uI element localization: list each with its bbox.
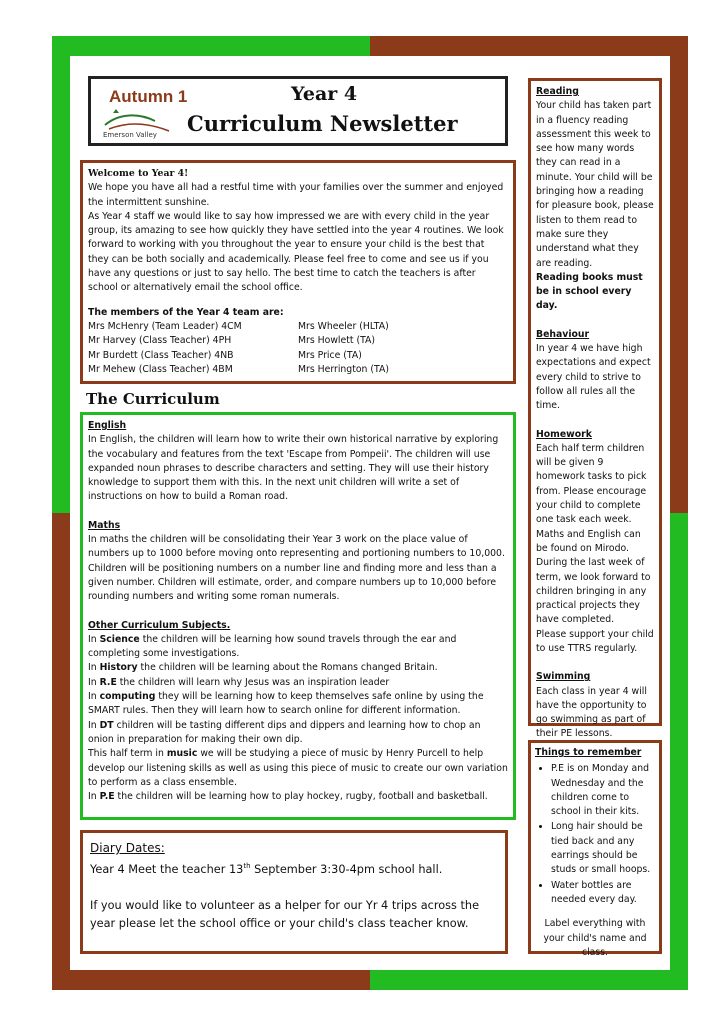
swimming-heading: Swimming xyxy=(536,671,591,683)
team-column-teachers xyxy=(88,320,298,377)
team-heading: The members of the Year 4 team are: xyxy=(88,306,284,318)
things-footer: Label everything with your child's name and class. xyxy=(543,918,647,958)
school-logo xyxy=(99,107,179,139)
welcome-paragraph-2: As Year 4 staff we would like to say how impressed we are with every child in the year group, its amazing to see how quickly they have settled into the year 4 routines. We look forward to working with you throughout the year to ensure your child is the best that they can be both socially and academically. Please feel free to come and see us if you have any questions or just to say hello. The best time to catch the teachers is after school or alternatively email the school office. xyxy=(88,210,504,294)
subject-music: This half term in music we will be studying a piece of music by Henry Purcell to help develop our listening skills as well as using this piece of music to create our own variation to perform as a class ensemble. xyxy=(88,748,508,788)
subject-dt: In DT children will be tasting different dips and dippers and learning how to chop an onion in preparation for making their own dip. xyxy=(88,719,481,745)
homework-text-2: During the last week of term, we look forward to children bringing in any practical projects they have completed. xyxy=(536,557,651,626)
things-heading: Things to remember xyxy=(535,747,642,758)
homework-text-3: Please support your child to use TTRS regularly. xyxy=(536,628,654,654)
term-label: Autumn 1 xyxy=(109,87,188,106)
team-member: Mrs Price (TA) xyxy=(298,349,362,361)
subject-science: In Science the children will be learning how sound travels through the ear and completing some investigations. xyxy=(88,633,457,660)
things-list xyxy=(535,762,655,907)
welcome-section xyxy=(80,160,516,384)
maths-heading: Maths xyxy=(88,519,121,531)
logo-text: Emerson Valley xyxy=(103,131,157,139)
reading-heading: Reading xyxy=(536,86,579,97)
reading-note: Reading books must be in school every day. xyxy=(536,271,643,312)
subject-pe: In P.E the children will be learning how to play hockey, rugby, football and basketball. xyxy=(88,791,488,803)
team-member: Mrs Howlett (TA) xyxy=(298,335,376,347)
diary-heading: Diary Dates: xyxy=(90,841,165,855)
reading-text: Your child has taken part in a fluency reading assessment this week to see how many words they can read in a minute. Your child will be bringing how a reading for pleasure book, please listen to them read to make sure they understand what they are reading. xyxy=(536,100,654,269)
sidebar-info xyxy=(528,78,662,740)
things-to-remember-section xyxy=(528,740,662,958)
subject-history: In History the children will be learning about the Romans changed Britain. xyxy=(88,662,438,674)
behaviour-text: In year 4 we have high expectations and expect every child to strive to follow all rules all the time. xyxy=(536,343,651,412)
team-member: Mrs Wheeler (HLTA) xyxy=(298,320,389,332)
list-item: • P.E is on Monday and Wednesday and the children come to school in their kits. xyxy=(551,762,655,819)
subject-re: In R.E the children will learn why Jesus was an inspiration leader xyxy=(88,676,390,688)
team-member: Mr Burdett (Class Teacher) 4NB xyxy=(88,349,234,361)
english-heading: English xyxy=(88,420,127,431)
team-list xyxy=(88,320,508,377)
behaviour-heading: Behaviour xyxy=(536,328,590,340)
welcome-paragraph-1: We hope you have all had a restful time with your families over the summer and enjoyed the intermittent sunshine. xyxy=(88,182,504,208)
team-member: Mrs McHenry (Team Leader) 4CM xyxy=(88,320,242,332)
homework-heading: Homework xyxy=(536,428,592,440)
other-subjects-heading: Other Curriculum Subjects. xyxy=(88,619,231,631)
team-member: Mr Mehew (Class Teacher) 4BM xyxy=(88,363,233,375)
curriculum-section xyxy=(80,412,516,820)
team-column-support xyxy=(298,320,508,377)
newsletter-title: Curriculum Newsletter xyxy=(187,111,458,136)
team-member: Mr Harvey (Class Teacher) 4PH xyxy=(88,335,232,347)
subject-computing: In computing they will be learning how to keep themselves safe online by using the SMART rules. Then they will learn how to search online for different information. xyxy=(88,691,484,717)
homework-text-1: Each half term children will be given 9 homework tasks to pick from. Please encourage your child to complete one task each week. Maths and English can be found on Mirodo. xyxy=(536,442,647,554)
diary-volunteer: If you would like to volunteer as a helper for our Yr 4 trips across the year please let the school office or your child's class teacher know. xyxy=(90,898,480,930)
english-text: In English, the children will learn how to write their own historical narrative by exploring the vocabulary and features from the text 'Escape from Pompeii'. The children will use expanded noun phrases to describe characters and setting. They will use their history knowledge to support them with this. In the next unit children will write a set of instructions on how to build a Roman road. xyxy=(88,434,499,503)
diary-meet-teacher: Year 4 Meet the teacher 13th September 3:30-4pm school hall. xyxy=(90,862,443,876)
swimming-text: Each class in year 4 will have the opportunity to go swimming as part of their PE lessons. xyxy=(536,685,647,740)
team-member: Mrs Herrington (TA) xyxy=(298,363,389,375)
welcome-heading: Welcome to Year 4! xyxy=(88,168,189,179)
maths-text: In maths the children will be consolidating their Year 3 work on the place value of numbers up to 1000 before moving onto representing and portioning numbers to 10,000. Children will be positioning numbers on a number line and finding more and less than a given number. Children will estimate, order, and compare numbers up to 10,000 before rounding numbers and writing some roman numerals. xyxy=(88,534,505,603)
list-item: • Water bottles are needed every day. xyxy=(551,879,655,908)
newsletter-header xyxy=(88,76,508,146)
list-item: • Long hair should be tied back and any earrings should be studs or small hoops. xyxy=(551,820,655,877)
curriculum-title: The Curriculum xyxy=(86,390,220,408)
year-title: Year 4 xyxy=(291,83,358,105)
diary-dates-section xyxy=(80,830,508,954)
